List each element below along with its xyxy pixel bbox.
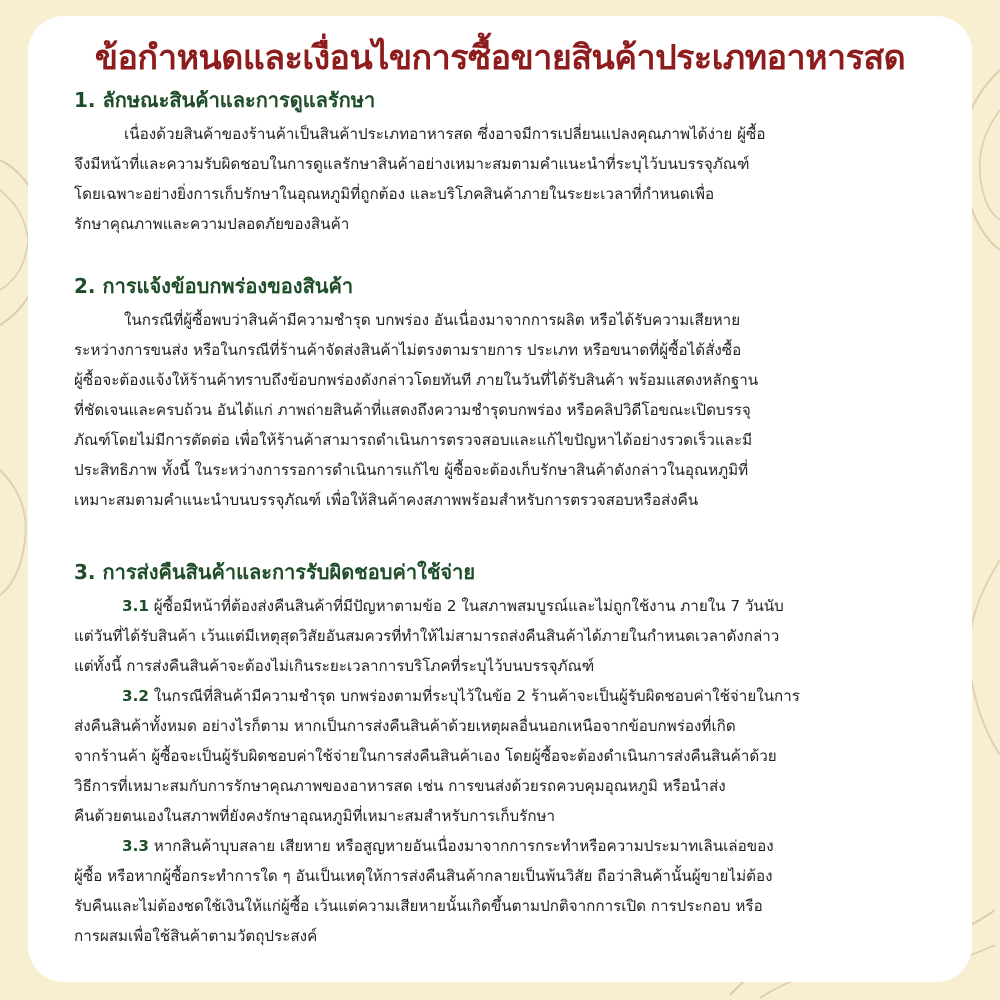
- clause-number: 3.1: [122, 597, 149, 615]
- clause-3-1: [74, 591, 944, 681]
- section-heading: 1. ลักษณะสินค้าและการดูแลรักษา: [74, 88, 376, 112]
- paragraph-line: รักษาคุณภาพและความปลอดภัยของสินค้า: [74, 215, 350, 233]
- paragraph-line: แต่วันที่ได้รับสินค้า เว้นแต่มีเหตุสุดวิสัยอันสมควรที่ทำให้ไม่สามารถส่งคืนสินค้าได้ภายในกำหนดเวลาดังกล่าว: [74, 627, 780, 645]
- paragraph-line: เนื่องด้วยสินค้าของร้านค้าเป็นสินค้าประเภทอาหารสด ซึ่งอาจมีการเปลี่ยนแปลงคุณภาพได้ง่าย ผู้ซื้อ: [124, 125, 766, 143]
- paragraph-line: วิธีการที่เหมาะสมกับการรักษาคุณภาพของอาหารสด เช่น การขนส่งด้วยรถควบคุมอุณหภูมิ หรือนำส่ง: [74, 777, 726, 795]
- paragraph-line: คืนด้วยตนเองในสภาพที่ยังคงรักษาอุณหภูมิที่เหมาะสมสำหรับการเก็บรักษา: [74, 807, 556, 825]
- paragraph-line: โดยเฉพาะอย่างยิ่งการเก็บรักษาในอุณหภูมิที่ถูกต้อง และบริโภคสินค้าภายในระยะเวลาที่กำหนดเพื่อ: [74, 185, 715, 203]
- paragraph-line: ส่งคืนสินค้าทั้งหมด อย่างไรก็ตาม หากเป็นการส่งคืนสินค้าด้วยเหตุผลอื่นนอกเหนือจากข้อบกพร่องที่เกิด: [74, 717, 736, 735]
- paragraph-line: ในกรณีที่ผู้ซื้อพบว่าสินค้ามีความชำรุด บกพร่อง อันเนื่องมาจากการผลิต หรือได้รับความเสียหาย: [124, 311, 741, 329]
- clause-3-2: [74, 681, 944, 831]
- paragraph-line: ผู้ซื้อ หรือหากผู้ซื้อกระทำการใด ๆ อันเป็นเหตุให้การส่งคืนสินค้ากลายเป็นพ้นวิสัย ถือว่าสินค้านั้นผู้ขายไม่ต้อง: [74, 867, 773, 885]
- clause-3-3: [74, 831, 944, 951]
- page-title: ข้อกำหนดและเงื่อนไขการซื้อขายสินค้าประเภทอาหารสด: [94, 38, 906, 78]
- paragraph-line: จากร้านค้า ผู้ซื้อจะเป็นผู้รับผิดชอบค่าใช้จ่ายในการส่งคืนสินค้าเอง โดยผู้ซื้อจะต้องดำเนินการส่งคืนสินค้าด้วย: [74, 747, 777, 765]
- paragraph-line: ภัณฑ์โดยไม่มีการตัดต่อ เพื่อให้ร้านค้าสามารถดำเนินการตรวจสอบและแก้ไขปัญหาได้อย่างรวดเร็วและมี: [74, 431, 753, 449]
- paragraph-line: [74, 831, 944, 861]
- section-paragraph: [74, 119, 944, 239]
- paragraph-line: ระหว่างการขนส่ง หรือในกรณีที่ร้านค้าจัดส่งสินค้าไม่ตรงตามรายการ ประเภท หรือขนาดที่ผู้ซื้อได้สั่งซื้อ: [74, 341, 742, 359]
- paragraph-line: ที่ชัดเจนและครบถ้วน อันได้แก่ ภาพถ่ายสินค้าที่แสดงถึงความชำรุดบกพร่อง หรือคลิปวิดีโอขณะเปิดบรรจุ: [74, 401, 751, 419]
- section-returns-costs: [74, 556, 944, 951]
- section-product-care: [74, 84, 944, 239]
- paragraph-line: รับคืนและไม่ต้องชดใช้เงินให้แก่ผู้ซื้อ เว้นแต่ความเสียหายนั้นเกิดขึ้นตามปกติจากการเปิด การประกอบ หรือ: [74, 897, 763, 915]
- paragraph-line: [74, 681, 944, 711]
- paragraph-line: [74, 591, 944, 621]
- section-paragraph: [74, 305, 944, 515]
- clause-number: 3.3: [122, 837, 149, 855]
- paragraph-line: แต่ทั้งนี้ การส่งคืนสินค้าจะต้องไม่เกินระยะเวลาการบริโภคที่ระบุไว้บนบรรจุภัณฑ์: [74, 657, 595, 675]
- paragraph-line: ผู้ซื้อจะต้องแจ้งให้ร้านค้าทราบถึงข้อบกพร่องดังกล่าวโดยทันที ภายในวันที่ได้รับสินค้า พร้อมแสดงหลักฐาน: [74, 371, 759, 389]
- clause-text: ผู้ซื้อมีหน้าที่ต้องส่งคืนสินค้าที่มีปัญหาตามข้อ 2 ในสภาพสมบูรณ์และไม่ถูกใช้งาน ภายใน 7 วันนับ: [153, 597, 784, 615]
- section-heading: 3. การส่งคืนสินค้าและการรับผิดชอบค่าใช้จ่าย: [74, 560, 476, 584]
- section-defect-report: [74, 270, 944, 515]
- paragraph-line: ประสิทธิภาพ ทั้งนี้ ในระหว่างการรอการดำเนินการแก้ไข ผู้ซื้อจะต้องเก็บรักษาสินค้าดังกล่าวในอุณหภูมิที่: [74, 461, 749, 479]
- paragraph-line: จึงมีหน้าที่และความรับผิดชอบในการดูแลรักษาสินค้าอย่างเหมาะสมตามคำแนะนำที่ระบุไว้บนบรรจุภัณฑ์: [74, 155, 750, 173]
- clause-text: หากสินค้าบุบสลาย เสียหาย หรือสูญหายอันเนื่องมาจากการกระทำหรือความประมาทเลินเล่อของ: [153, 837, 774, 855]
- clause-text: ในกรณีที่สินค้ามีความชำรุด บกพร่องตามที่ระบุไว้ในข้อ 2 ร้านค้าจะเป็นผู้รับผิดชอบค่าใช้จ่ายในการ: [153, 687, 800, 705]
- section-heading: 2. การแจ้งข้อบกพร่องของสินค้า: [74, 274, 354, 298]
- paragraph-line: การผสมเพื่อใช้สินค้าตามวัตถุประสงค์: [74, 927, 318, 945]
- paragraph-line: เหมาะสมตามคำแนะนำบนบรรจุภัณฑ์ เพื่อให้สินค้าคงสภาพพร้อมสำหรับการตรวจสอบหรือส่งคืน: [74, 491, 699, 509]
- clause-number: 3.2: [122, 687, 149, 705]
